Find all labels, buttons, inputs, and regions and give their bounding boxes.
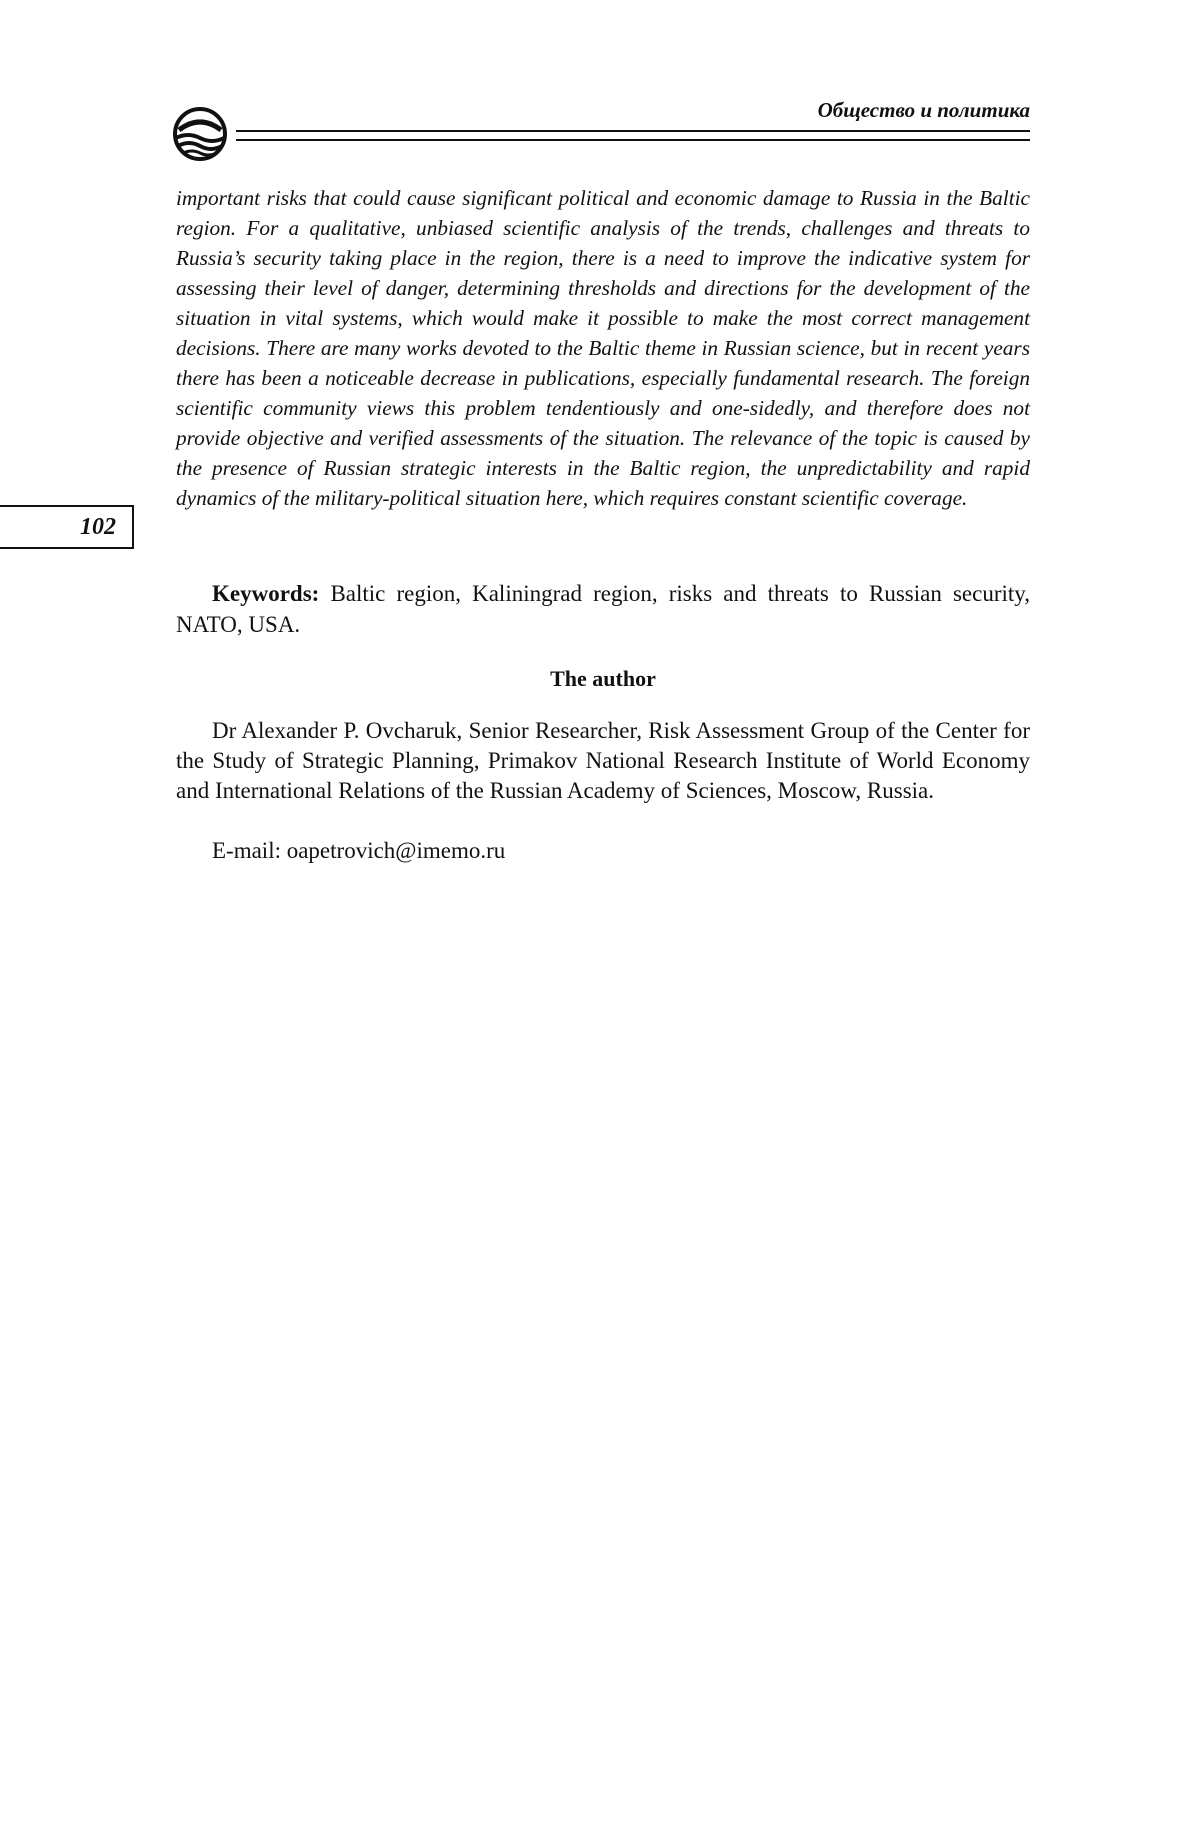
abstract-text: important risks that could cause significant political and economic damage to Russia in the Baltic region. For a qualitative, unbiased scientific analysis of the trends, challenges and threats to Russia’s security taking place in the region, there is a need to improve the indicative system for assessing their level of danger, determining thresholds and directions for the development of the situation in vital systems, which would make it possible to make the most correct management decisions. There are many works devoted to the Baltic theme in Russian science, but in recent years there has been a noticeable decrease in publications, especially fundamental research. The foreign scientific community views this problem tendentiously and one-sidedly, and therefore does not provide objective and verified assessments of the situation. The relevance of the topic is caused by the presence of Russian strategic interests in the Baltic region, the unpredictability and rapid dynamics of the military-political situation here, which requires constant scientific coverage. bbox=[176, 186, 1030, 510]
page-number: 102 bbox=[0, 505, 134, 549]
page-header bbox=[170, 96, 1030, 146]
journal-logo-icon bbox=[170, 102, 236, 166]
header-double-rule bbox=[236, 130, 1030, 141]
author-info: Dr Alexander P. Ovcharuk, Senior Researcher, Risk Assessment Group of the Center for the Study of Strategic Planning, Primakov National Research Institute of World Economy and International Relations of the Russian Academy of Sciences, Moscow, Russia. bbox=[176, 718, 1030, 803]
keywords-text: Baltic region, Kaliningrad region, risks and threats to Russian security, NATO, USA. bbox=[176, 581, 1031, 637]
journal-section-title: Общество и политика bbox=[817, 98, 1030, 122]
keywords-paragraph bbox=[176, 578, 1030, 640]
keywords-label: Keywords: bbox=[212, 581, 320, 606]
author-email: E-mail: oapetrovich@imemo.ru bbox=[212, 838, 506, 863]
author-heading: The author bbox=[550, 666, 656, 691]
